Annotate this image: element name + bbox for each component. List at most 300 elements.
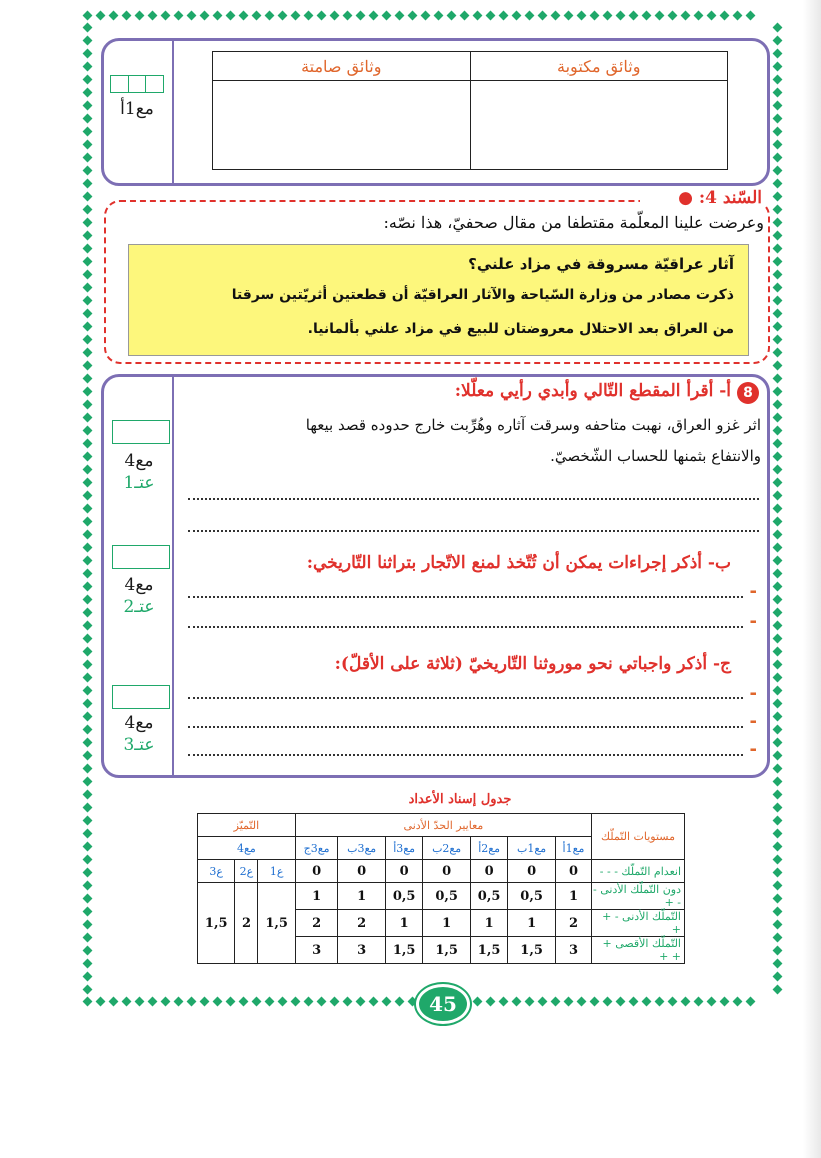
diamond-ornament (226, 11, 236, 21)
diamond-ornament (83, 218, 93, 228)
diamond-ornament (629, 997, 639, 1007)
diamond-ornament (773, 465, 783, 475)
diamond-ornament (83, 569, 93, 579)
diamond-ornament (83, 530, 93, 540)
diamond-ornament (83, 348, 93, 358)
diamond-ornament (278, 997, 288, 1007)
diamond-ornament (330, 11, 340, 21)
diamond-ornament (773, 972, 783, 982)
answer-line-b1[interactable] (188, 596, 743, 598)
level-label: دون التّملّك الأدنى - - + (592, 883, 685, 910)
grading-table (197, 813, 685, 964)
mark-boxes (110, 75, 164, 93)
dash-c1: - (749, 683, 757, 704)
diamond-ornament (773, 192, 783, 202)
source4-intro: وعرضت علينا المعلّمة مقتطفا من مقال صحفيّ، هذا نصّه: (383, 213, 764, 232)
diamond-ornament (773, 790, 783, 800)
diamond-ornament (590, 11, 600, 21)
diamond-ornament (83, 907, 93, 917)
grade-cell: 2 (338, 910, 386, 937)
diamond-ornament (83, 101, 93, 111)
excellence-col: ع2 (235, 860, 258, 883)
diamond-ornament (434, 11, 444, 21)
diamond-ornament (577, 997, 587, 1007)
diamond-ornament (161, 11, 171, 21)
diamond-ornament (83, 179, 93, 189)
diamond-ornament (369, 11, 379, 21)
excellence-col: ع3 (198, 860, 235, 883)
exercise-number-badge: 8 (737, 382, 759, 404)
diamond-ornament (83, 114, 93, 124)
part-b-title: ب- أذكر إجراءات يمكن أن تُتّخذ لمنع الاتّجار بتراثنا التّاريخي: (306, 553, 731, 573)
diamond-ornament (291, 997, 301, 1007)
criterion-header: مع3ب (338, 837, 386, 860)
diamond-ornament (356, 997, 366, 1007)
diamond-ornament (330, 997, 340, 1007)
grade-cell: 3 (338, 937, 386, 964)
diamond-ornament (83, 36, 93, 46)
diamond-ornament (148, 997, 158, 1007)
diamond-ornament (733, 997, 743, 1007)
diamond-ornament (83, 491, 93, 501)
diamond-ornament (265, 11, 275, 21)
source4-title-text: السّند 4: (698, 188, 762, 208)
diamond-ornament (200, 997, 210, 1007)
diamond-ornament (773, 361, 783, 371)
score-box-c[interactable] (112, 685, 170, 709)
diamond-ornament (486, 997, 496, 1007)
diamond-ornament (512, 997, 522, 1007)
grade-cell: 1,5 (470, 937, 507, 964)
diamond-ornament (773, 244, 783, 254)
diamond-ornament (773, 803, 783, 813)
diamond-ornament (148, 11, 158, 21)
diamond-ornament (773, 920, 783, 930)
diamond-ornament (83, 972, 93, 982)
criterion-header: مع3أ (385, 837, 422, 860)
diamond-ornament (773, 829, 783, 839)
diamond-ornament (603, 997, 613, 1007)
diamond-ornament (773, 686, 783, 696)
written-docs-header: وثائق مكتوبة (470, 52, 728, 81)
diamond-ornament (525, 997, 535, 1007)
diamond-ornament (447, 11, 457, 21)
diamond-ornament (356, 11, 366, 21)
diamond-ornament (773, 88, 783, 98)
diamond-ornament (83, 608, 93, 618)
diamond-ornament (83, 543, 93, 553)
min-criteria-header: معايير الحدّ الأدنى (295, 814, 591, 837)
article-line-1: ذكرت مصادر من وزارة السّياحة والآثار العراقيّة أن قطعتين أثريّتين سرقتا (231, 287, 734, 303)
diamond-ornament (616, 997, 626, 1007)
article-box (128, 244, 749, 356)
grade-cell: 1 (385, 910, 422, 937)
diamond-ornament (773, 426, 783, 436)
grade-cell: 1 (338, 883, 386, 910)
diamond-ornament (773, 335, 783, 345)
level-label: التّملّك الأقصى + + + (592, 937, 685, 964)
diamond-ornament (773, 75, 783, 85)
grade-cell: 0 (423, 860, 471, 883)
diamond-ornament (655, 11, 665, 21)
diamond-ornament (382, 11, 392, 21)
diamond-ornament (629, 11, 639, 21)
diamond-ornament (773, 374, 783, 384)
diamond-ornament (174, 11, 184, 21)
diamond-ornament (369, 997, 379, 1007)
diamond-ornament (773, 257, 783, 267)
grade-cell: 0 (385, 860, 422, 883)
grade-cell: 0 (470, 860, 507, 883)
answer-line-c2[interactable] (188, 726, 743, 728)
diamond-ornament (395, 997, 405, 1007)
diamond-ornament (773, 595, 783, 605)
mark-code-a: مع4 (124, 451, 154, 471)
diamond-ornament (773, 621, 783, 631)
part-a-text-2: والانتفاع بثمنها للحساب الشّخصيّ. (550, 447, 761, 465)
diamond-ornament (773, 530, 783, 540)
documents-table (212, 51, 728, 170)
diamond-ornament (525, 11, 535, 21)
diamond-ornament (109, 997, 119, 1007)
diamond-ornament (408, 11, 418, 21)
diamond-ornament (642, 997, 652, 1007)
diamond-ornament (773, 387, 783, 397)
diamond-ornament (773, 764, 783, 774)
grade-cell: 1 (423, 910, 471, 937)
grade-cell: 1,5 (508, 937, 556, 964)
answer-line-c3[interactable] (188, 754, 743, 756)
dash-b1: - (749, 581, 757, 602)
diamond-ornament (773, 452, 783, 462)
diamond-ornament (773, 491, 783, 501)
diamond-ornament (83, 816, 93, 826)
diamond-ornament (773, 751, 783, 761)
diamond-ornament (239, 11, 249, 21)
diamond-ornament (773, 439, 783, 449)
diamond-ornament (83, 946, 93, 956)
diamond-ornament (83, 699, 93, 709)
diamond-ornament (773, 543, 783, 553)
diamond-ornament (83, 361, 93, 371)
exercise8-mark-column (104, 377, 174, 775)
diamond-ornament (83, 738, 93, 748)
grade-cell: 1 (470, 910, 507, 937)
diamond-border-right (774, 24, 784, 993)
source4-title (640, 188, 762, 208)
diamond-ornament (616, 11, 626, 21)
diamond-ornament (590, 997, 600, 1007)
diamond-ornament (773, 738, 783, 748)
diamond-ornament (773, 777, 783, 787)
diamond-ornament (83, 621, 93, 631)
score-box-a[interactable] (112, 420, 170, 444)
diamond-ornament (83, 985, 93, 995)
excellence-value: 1,5 (258, 883, 295, 964)
diamond-ornament (773, 556, 783, 566)
diamond-ornament (83, 997, 93, 1007)
grade-cell: 0,5 (470, 883, 507, 910)
diamond-ornament (773, 140, 783, 150)
diamond-ornament (773, 816, 783, 826)
criterion-header: مع3ج (295, 837, 337, 860)
diamond-ornament (83, 257, 93, 267)
diamond-ornament (564, 11, 574, 21)
grade-cell: 1,5 (423, 937, 471, 964)
answer-line-c1[interactable] (188, 697, 743, 699)
diamond-ornament (773, 348, 783, 358)
page-number: 45 (416, 984, 470, 1024)
diamond-ornament (720, 997, 730, 1007)
diamond-ornament (213, 11, 223, 21)
diamond-ornament (773, 153, 783, 163)
diamond-ornament (174, 997, 184, 1007)
grade-cell: 2 (295, 910, 337, 937)
criterion-header: مع1ب (508, 837, 556, 860)
diamond-ornament (773, 517, 783, 527)
diamond-ornament (773, 842, 783, 852)
diamond-ornament (773, 322, 783, 332)
diamond-ornament (83, 673, 93, 683)
diamond-border-left (84, 24, 94, 993)
grade-cell: 1 (555, 883, 591, 910)
diamond-ornament (773, 309, 783, 319)
diamond-ornament (773, 179, 783, 189)
diamond-ornament (278, 11, 288, 21)
diamond-ornament (773, 582, 783, 592)
documents-panel (101, 38, 770, 186)
diamond-ornament (83, 647, 93, 657)
diamond-ornament (96, 11, 106, 21)
diamond-ornament (773, 881, 783, 891)
diamond-ornament (473, 11, 483, 21)
diamond-ornament (773, 569, 783, 579)
silent-docs-header: وثائق صامتة (213, 52, 471, 81)
diamond-ornament (83, 322, 93, 332)
diamond-ornament (213, 997, 223, 1007)
grade-cell: 1 (508, 910, 556, 937)
diamond-ornament (83, 959, 93, 969)
diamond-ornament (773, 647, 783, 657)
grade-cell: 0,5 (423, 883, 471, 910)
grade-cell: 0,5 (385, 883, 422, 910)
diamond-ornament (551, 997, 561, 1007)
diamond-ornament (83, 803, 93, 813)
diamond-ornament (83, 49, 93, 59)
answer-line-b2[interactable] (188, 626, 743, 628)
diamond-ornament (83, 855, 93, 865)
diamond-ornament (773, 907, 783, 917)
diamond-ornament (773, 218, 783, 228)
diamond-ornament (200, 11, 210, 21)
diamond-ornament (773, 166, 783, 176)
diamond-ornament (83, 127, 93, 137)
diamond-ornament (773, 49, 783, 59)
diamond-ornament (83, 686, 93, 696)
mark-box[interactable] (146, 75, 164, 93)
dash-b2: - (749, 611, 757, 632)
criterion-header: مع1أ (555, 837, 591, 860)
bullet-icon: ● (678, 188, 693, 208)
article-headline: آثار عراقيّة مسروقة في مزاد علني؟ (468, 255, 734, 273)
diamond-ornament (694, 997, 704, 1007)
diamond-ornament (512, 11, 522, 21)
diamond-ornament (564, 997, 574, 1007)
diamond-ornament (382, 997, 392, 1007)
diamond-ornament (83, 582, 93, 592)
diamond-ornament (83, 426, 93, 436)
grade-cell: 3 (555, 937, 591, 964)
diamond-ornament (773, 855, 783, 865)
mark-box[interactable] (129, 75, 147, 93)
article-line-2: من العراق بعد الاحتلال معروضتان للبيع في مزاد علني بألمانيا. (307, 321, 734, 337)
diamond-ornament (83, 231, 93, 241)
diamond-ornament (773, 62, 783, 72)
diamond-ornament (733, 11, 743, 21)
diamond-ornament (291, 11, 301, 21)
diamond-ornament (642, 11, 652, 21)
diamond-ornament (773, 283, 783, 293)
diamond-ornament (577, 11, 587, 21)
diamond-ornament (773, 127, 783, 137)
grade-cell: 1 (295, 883, 337, 910)
diamond-ornament (83, 75, 93, 85)
diamond-ornament (681, 11, 691, 21)
diamond-ornament (83, 881, 93, 891)
diamond-ornament (83, 62, 93, 72)
diamond-ornament (109, 11, 119, 21)
diamond-ornament (694, 11, 704, 21)
mark-sub-b: عتـ2 (123, 597, 155, 617)
part-a-text-1: اثر غزو العراق، نهبت متاحفه وسرقت آثاره وهُرِّبت خارج حدوده قصد بيعها (305, 416, 761, 434)
diamond-ornament (83, 790, 93, 800)
diamond-ornament (773, 270, 783, 280)
diamond-ornament (83, 842, 93, 852)
dash-c3: - (749, 739, 757, 760)
mark-box[interactable] (110, 75, 129, 93)
diamond-ornament (83, 829, 93, 839)
diamond-ornament (83, 192, 93, 202)
diamond-ornament (773, 673, 783, 683)
diamond-ornament (773, 296, 783, 306)
diamond-ornament (707, 997, 717, 1007)
diamond-ornament (83, 920, 93, 930)
diamond-ornament (538, 11, 548, 21)
diamond-ornament (83, 764, 93, 774)
diamond-ornament (655, 997, 665, 1007)
diamond-ornament (83, 88, 93, 98)
diamond-ornament (746, 11, 756, 21)
diamond-ornament (83, 751, 93, 761)
diamond-ornament (773, 478, 783, 488)
diamond-ornament (83, 465, 93, 475)
diamond-ornament (486, 11, 496, 21)
diamond-ornament (773, 413, 783, 423)
answer-line-a2[interactable] (188, 530, 759, 532)
score-box-b[interactable] (112, 545, 170, 569)
diamond-ornament (83, 556, 93, 566)
diamond-ornament (83, 23, 93, 33)
diamond-ornament (668, 11, 678, 21)
grade-cell: 0 (508, 860, 556, 883)
diamond-ornament (187, 11, 197, 21)
diamond-ornament (83, 595, 93, 605)
diamond-ornament (83, 712, 93, 722)
diamond-ornament (773, 660, 783, 670)
mark-code-c: مع4 (124, 713, 154, 733)
excellence-value: 1,5 (198, 883, 235, 964)
criterion-header: مع2ب (423, 837, 471, 860)
diamond-ornament (317, 11, 327, 21)
diamond-ornament (96, 997, 106, 1007)
diamond-ornament (83, 413, 93, 423)
diamond-ornament (773, 699, 783, 709)
diamond-ornament (83, 517, 93, 527)
dash-c2: - (749, 711, 757, 732)
diamond-ornament (83, 11, 93, 21)
grade-cell: 0 (295, 860, 337, 883)
diamond-ornament (551, 11, 561, 21)
diamond-ornament (226, 997, 236, 1007)
answer-line-a1[interactable] (188, 498, 759, 500)
diamond-ornament (538, 997, 548, 1007)
criterion-header: مع2أ (470, 837, 507, 860)
diamond-ornament (773, 23, 783, 33)
grade-cell: 1,5 (385, 937, 422, 964)
diamond-ornament (773, 933, 783, 943)
written-docs-cell[interactable] (470, 81, 728, 170)
diamond-ornament (83, 283, 93, 293)
diamond-ornament (773, 400, 783, 410)
silent-docs-cell[interactable] (213, 81, 471, 170)
diamond-ornament (83, 400, 93, 410)
excellence-col: ع1 (258, 860, 295, 883)
diamond-ornament (343, 997, 353, 1007)
diamond-ornament (773, 946, 783, 956)
diamond-ornament (83, 439, 93, 449)
diamond-ornament (83, 504, 93, 514)
diamond-ornament (239, 997, 249, 1007)
grade-cell: 2 (555, 910, 591, 937)
diamond-ornament (499, 997, 509, 1007)
excellence-code: مع4 (198, 837, 296, 860)
diamond-ornament (187, 997, 197, 1007)
diamond-ornament (668, 997, 678, 1007)
diamond-ornament (773, 712, 783, 722)
diamond-ornament (161, 997, 171, 1007)
exercise8-panel (101, 374, 770, 778)
page-edge (803, 0, 821, 1158)
diamond-ornament (122, 997, 132, 1007)
diamond-ornament (83, 894, 93, 904)
excellence-value: 2 (235, 883, 258, 964)
diamond-ornament (83, 387, 93, 397)
diamond-ornament (773, 608, 783, 618)
mark-sub-a: عتـ1 (123, 473, 155, 493)
diamond-ornament (83, 868, 93, 878)
excellence-header: التّميّز (198, 814, 296, 837)
level-label: انعدام التّملّك - - - (592, 860, 685, 883)
part-c-title: ج- أذكر واجباتي نحو موروثنا التّاريخيّ (ثلاثة على الأقلّ): (334, 654, 731, 674)
diamond-ornament (720, 11, 730, 21)
diamond-ornament (773, 868, 783, 878)
diamond-ornament (252, 11, 262, 21)
diamond-ornament (773, 959, 783, 969)
diamond-ornament (773, 205, 783, 215)
diamond-ornament (83, 478, 93, 488)
diamond-ornament (265, 997, 275, 1007)
diamond-ornament (681, 997, 691, 1007)
